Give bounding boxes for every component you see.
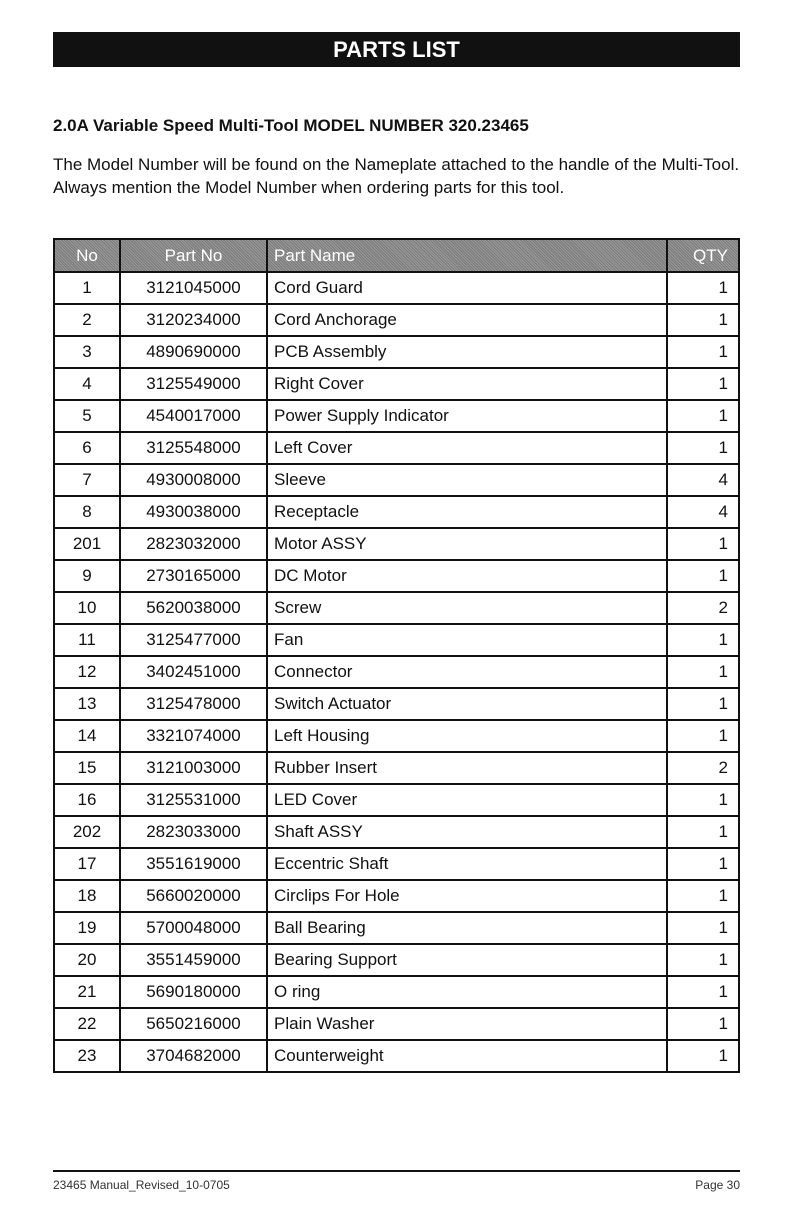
cell-part-name: Screw xyxy=(267,592,667,624)
cell-qty: 1 xyxy=(667,560,739,592)
intro-paragraph: The Model Number will be found on the Nameplate attached to the handle of the Multi-Tool. Always mention the Model Number when ordering parts for this tool. xyxy=(53,155,740,197)
table-row xyxy=(54,464,739,496)
cell-no: 1 xyxy=(54,272,120,304)
cell-part-name: O ring xyxy=(267,976,667,1008)
table-row xyxy=(54,432,739,464)
cell-qty: 2 xyxy=(667,752,739,784)
cell-part-name: Rubber Insert xyxy=(267,752,667,784)
cell-part-name: Cord Anchorage xyxy=(267,304,667,336)
cell-no: 13 xyxy=(54,688,120,720)
cell-qty: 1 xyxy=(667,944,739,976)
cell-no: 14 xyxy=(54,720,120,752)
cell-qty: 4 xyxy=(667,496,739,528)
cell-qty: 1 xyxy=(667,912,739,944)
cell-no: 7 xyxy=(54,464,120,496)
cell-no: 2 xyxy=(54,304,120,336)
cell-part-no: 2730165000 xyxy=(120,560,267,592)
cell-qty: 1 xyxy=(667,1040,739,1072)
cell-part-no: 3704682000 xyxy=(120,1040,267,1072)
footer-rule xyxy=(53,1170,740,1172)
cell-part-name: Connector xyxy=(267,656,667,688)
table-row xyxy=(54,784,739,816)
footer-doc-id: 23465 Manual_Revised_10-0705 xyxy=(53,1178,230,1192)
cell-part-name: Ball Bearing xyxy=(267,912,667,944)
cell-part-no: 3125477000 xyxy=(120,624,267,656)
table-row xyxy=(54,496,739,528)
cell-part-name: Cord Guard xyxy=(267,272,667,304)
cell-part-name: Left Cover xyxy=(267,432,667,464)
cell-qty: 1 xyxy=(667,656,739,688)
cell-qty: 1 xyxy=(667,304,739,336)
cell-part-no: 5620038000 xyxy=(120,592,267,624)
cell-qty: 1 xyxy=(667,432,739,464)
cell-no: 4 xyxy=(54,368,120,400)
cell-no: 9 xyxy=(54,560,120,592)
table-row xyxy=(54,400,739,432)
table-row xyxy=(54,688,739,720)
cell-qty: 1 xyxy=(667,368,739,400)
cell-part-no: 4930008000 xyxy=(120,464,267,496)
cell-part-name: Receptacle xyxy=(267,496,667,528)
cell-qty: 1 xyxy=(667,720,739,752)
cell-part-no: 3321074000 xyxy=(120,720,267,752)
cell-qty: 2 xyxy=(667,592,739,624)
cell-part-name: Sleeve xyxy=(267,464,667,496)
table-row xyxy=(54,816,739,848)
cell-part-no: 3125549000 xyxy=(120,368,267,400)
cell-part-no: 5700048000 xyxy=(120,912,267,944)
cell-part-name: Counterweight xyxy=(267,1040,667,1072)
cell-no: 5 xyxy=(54,400,120,432)
cell-no: 201 xyxy=(54,528,120,560)
cell-part-name: Circlips For Hole xyxy=(267,880,667,912)
cell-part-name: Eccentric Shaft xyxy=(267,848,667,880)
cell-part-no: 5650216000 xyxy=(120,1008,267,1040)
cell-part-name: Motor ASSY xyxy=(267,528,667,560)
cell-qty: 1 xyxy=(667,880,739,912)
cell-part-name: Right Cover xyxy=(267,368,667,400)
header-no: No xyxy=(54,239,120,272)
header-part-no: Part No xyxy=(120,239,267,272)
cell-qty: 1 xyxy=(667,784,739,816)
cell-part-no: 4890690000 xyxy=(120,336,267,368)
header-part-name: Part Name xyxy=(267,239,667,272)
cell-no: 10 xyxy=(54,592,120,624)
cell-no: 23 xyxy=(54,1040,120,1072)
header-qty: QTY xyxy=(667,239,739,272)
cell-no: 22 xyxy=(54,1008,120,1040)
cell-part-no: 3120234000 xyxy=(120,304,267,336)
cell-no: 19 xyxy=(54,912,120,944)
cell-qty: 1 xyxy=(667,976,739,1008)
cell-part-name: DC Motor xyxy=(267,560,667,592)
table-row xyxy=(54,848,739,880)
cell-part-name: Shaft ASSY xyxy=(267,816,667,848)
cell-qty: 1 xyxy=(667,848,739,880)
table-row xyxy=(54,624,739,656)
cell-qty: 1 xyxy=(667,688,739,720)
table-row xyxy=(54,1008,739,1040)
footer-page-number: Page 30 xyxy=(695,1178,740,1192)
cell-part-name: Plain Washer xyxy=(267,1008,667,1040)
cell-no: 17 xyxy=(54,848,120,880)
table-row xyxy=(54,944,739,976)
cell-part-no: 3121045000 xyxy=(120,272,267,304)
cell-part-no: 2823032000 xyxy=(120,528,267,560)
table-row xyxy=(54,560,739,592)
cell-part-name: Switch Actuator xyxy=(267,688,667,720)
cell-no: 15 xyxy=(54,752,120,784)
cell-part-no: 5690180000 xyxy=(120,976,267,1008)
cell-part-no: 5660020000 xyxy=(120,880,267,912)
cell-qty: 4 xyxy=(667,464,739,496)
cell-no: 11 xyxy=(54,624,120,656)
cell-part-no: 3121003000 xyxy=(120,752,267,784)
cell-qty: 1 xyxy=(667,400,739,432)
table-row xyxy=(54,1040,739,1072)
table-row xyxy=(54,656,739,688)
cell-no: 21 xyxy=(54,976,120,1008)
cell-qty: 1 xyxy=(667,1008,739,1040)
cell-part-name: Fan xyxy=(267,624,667,656)
cell-part-name: Bearing Support xyxy=(267,944,667,976)
table-row xyxy=(54,304,739,336)
cell-part-name: PCB Assembly xyxy=(267,336,667,368)
cell-part-name: LED Cover xyxy=(267,784,667,816)
table-row xyxy=(54,336,739,368)
cell-no: 8 xyxy=(54,496,120,528)
cell-qty: 1 xyxy=(667,272,739,304)
table-row xyxy=(54,976,739,1008)
table-row xyxy=(54,272,739,304)
cell-qty: 1 xyxy=(667,336,739,368)
cell-no: 18 xyxy=(54,880,120,912)
cell-part-no: 4540017000 xyxy=(120,400,267,432)
table-row xyxy=(54,720,739,752)
cell-qty: 1 xyxy=(667,624,739,656)
cell-part-no: 3402451000 xyxy=(120,656,267,688)
table-row xyxy=(54,592,739,624)
cell-part-no: 3125478000 xyxy=(120,688,267,720)
table-header xyxy=(54,239,739,272)
cell-no: 3 xyxy=(54,336,120,368)
cell-part-no: 2823033000 xyxy=(120,816,267,848)
table-row xyxy=(54,368,739,400)
table-row xyxy=(54,528,739,560)
table-row xyxy=(54,880,739,912)
cell-part-name: Power Supply Indicator xyxy=(267,400,667,432)
page-title: PARTS LIST xyxy=(53,32,740,67)
cell-part-no: 3551619000 xyxy=(120,848,267,880)
cell-qty: 1 xyxy=(667,528,739,560)
cell-part-no: 4930038000 xyxy=(120,496,267,528)
cell-no: 20 xyxy=(54,944,120,976)
cell-qty: 1 xyxy=(667,816,739,848)
cell-part-no: 3125531000 xyxy=(120,784,267,816)
cell-no: 12 xyxy=(54,656,120,688)
table-row xyxy=(54,912,739,944)
parts-table xyxy=(53,238,740,1073)
cell-part-no: 3125548000 xyxy=(120,432,267,464)
cell-part-name: Left Housing xyxy=(267,720,667,752)
table-row xyxy=(54,752,739,784)
cell-no: 16 xyxy=(54,784,120,816)
section-heading: 2.0A Variable Speed Multi-Tool MODEL NUMBER 320.23465 xyxy=(53,116,529,135)
cell-part-no: 3551459000 xyxy=(120,944,267,976)
cell-no: 6 xyxy=(54,432,120,464)
cell-no: 202 xyxy=(54,816,120,848)
